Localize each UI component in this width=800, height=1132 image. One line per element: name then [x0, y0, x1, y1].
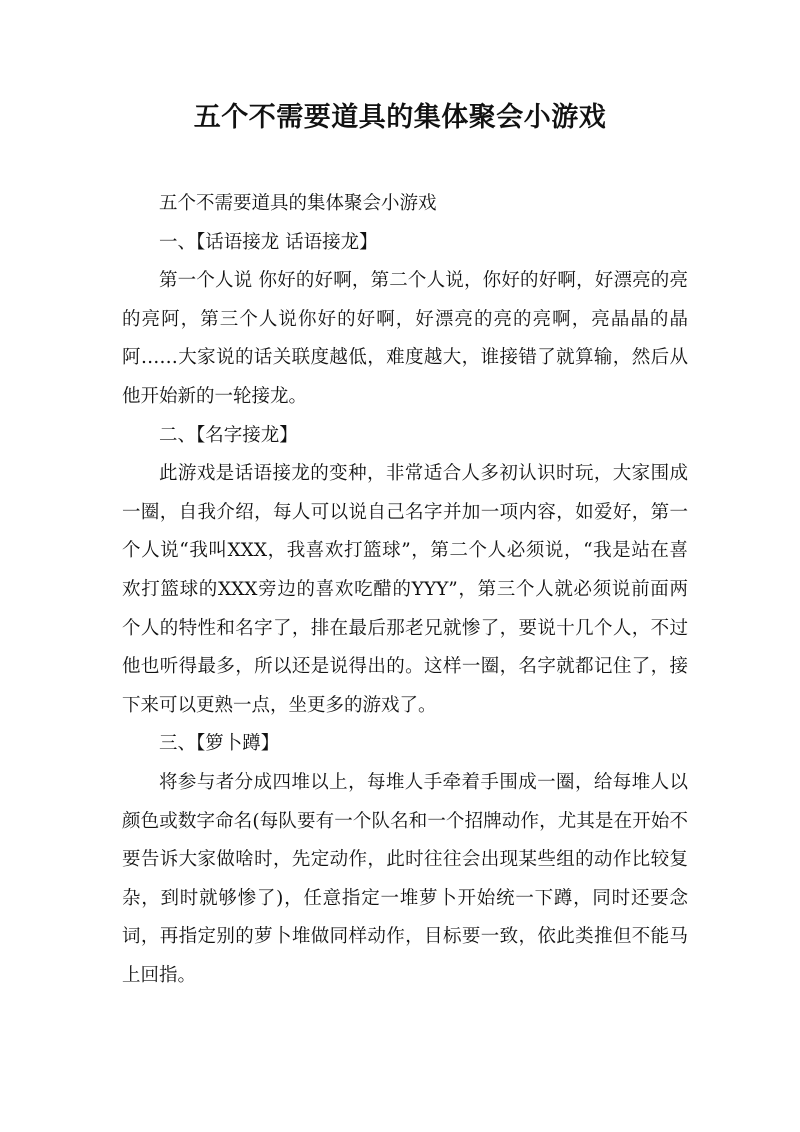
document-body — [122, 185, 688, 995]
section-heading-1: 一、【话语接龙 话语接龙】 — [159, 231, 378, 253]
section-3-paragraph: 将参与者分成四堆以上，每堆人手牵着手围成一圈，给每堆人以颜色或数字命名(每队要有一个队名和一个招牌动作，尤其是在开始不要告诉大家做啥时，先定动作，此时往往会出现某些组的动作比较复杂，到时就够惨了)，任意指定一堆萝卜开始统一下蹲，同时还要念词，再指定别的萝卜堆做同样动作，目标要一致，依此类推但不能马上回指。 — [122, 771, 688, 986]
section-heading-2: 二、【名字接龙】 — [159, 424, 298, 446]
subtitle-paragraph: 五个不需要道具的集体聚会小游戏 — [159, 193, 437, 214]
section-2-paragraph: 此游戏是话语接龙的变种，非常适合人多初认识时玩，大家围成一圈，自我介绍，每人可以说自己名字并加一项内容，如爱好，第一个人说“我叫XXX，我喜欢打篮球”，第二个人必须说，“我是站在喜欢打篮球的XXX旁边的喜欢吃醋的YYY”，第三个人就必须说前面两个人的特性和名字了，排在最后那老兄就惨了，要说十几个人，不过他也听得最多，所以还是说得出的。这样一圈，名字就都记住了，接下来可以更熟一点，坐更多的游戏了。 — [122, 463, 688, 716]
section-heading-3: 三、【箩卜蹲】 — [159, 733, 280, 755]
section-1-paragraph: 第一个人说 你好的好啊，第二个人说，你好的好啊，好漂亮的亮的亮阿，第三个人说你好的好啊，好漂亮的亮的亮啊，亮晶晶的晶阿……大家说的话关联度越低，难度越大，谁接错了就算输，然后从他开始新的一轮接龙。 — [122, 270, 688, 407]
document-title: 五个不需要道具的集体聚会小游戏 — [193, 102, 607, 133]
